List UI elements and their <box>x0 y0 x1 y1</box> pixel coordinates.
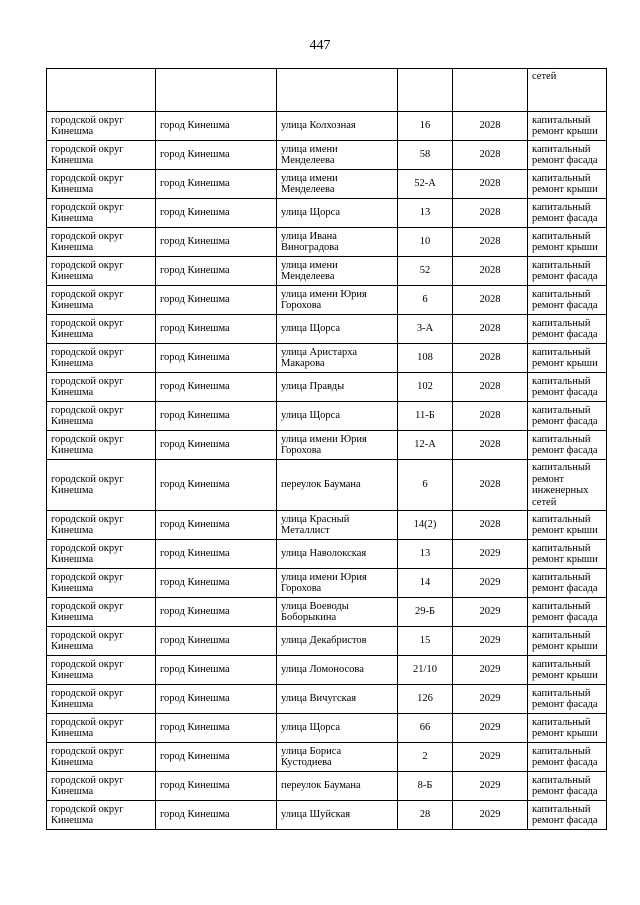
cell-locality: город Кинешма <box>156 460 277 511</box>
cell-house: 126 <box>398 685 453 714</box>
cell-work: капитальный ремонт крыши <box>528 228 607 257</box>
cell-locality: город Кинешма <box>156 170 277 199</box>
cell-year: 2028 <box>453 199 528 228</box>
cell-district: городской округ Кинешма <box>47 286 156 315</box>
cell-work: капитальный ремонт крыши <box>528 511 607 540</box>
cell-street: улица имени Менделеева <box>277 170 398 199</box>
cell-locality: город Кинешма <box>156 772 277 801</box>
cell-work: капитальный ремонт фасада <box>528 199 607 228</box>
table-row <box>47 170 607 199</box>
cell-work: капитальный ремонт фасада <box>528 315 607 344</box>
table-row <box>47 714 607 743</box>
cell-street: улица имени Юрия Горохова <box>277 286 398 315</box>
cell-house: 6 <box>398 286 453 315</box>
cell-house: 2 <box>398 743 453 772</box>
cell-year: 2029 <box>453 598 528 627</box>
cell-street: улица Шуйская <box>277 801 398 830</box>
cell-locality: город Кинешма <box>156 373 277 402</box>
cell-street: улица Ломоносова <box>277 656 398 685</box>
table-row <box>47 511 607 540</box>
cell-district: городской округ Кинешма <box>47 402 156 431</box>
table-row <box>47 627 607 656</box>
cell-year <box>453 69 528 112</box>
cell-district: городской округ Кинешма <box>47 257 156 286</box>
cell-year: 2028 <box>453 511 528 540</box>
table-row <box>47 772 607 801</box>
cell-house: 28 <box>398 801 453 830</box>
cell-year: 2028 <box>453 228 528 257</box>
cell-street: улица Вичугская <box>277 685 398 714</box>
cell-locality: город Кинешма <box>156 257 277 286</box>
cell-street: улица Щорса <box>277 714 398 743</box>
cell-locality: город Кинешма <box>156 714 277 743</box>
cell-street: улица имени Менделеева <box>277 141 398 170</box>
cell-locality: город Кинешма <box>156 511 277 540</box>
cell-house: 16 <box>398 112 453 141</box>
cell-street <box>277 69 398 112</box>
cell-work: капитальный ремонт фасада <box>528 801 607 830</box>
cell-street: улица Красный Металлист <box>277 511 398 540</box>
cell-work: капитальный ремонт фасада <box>528 569 607 598</box>
cell-district: городской округ Кинешма <box>47 112 156 141</box>
cell-district: городской округ Кинешма <box>47 772 156 801</box>
cell-district: городской округ Кинешма <box>47 627 156 656</box>
cell-house: 12-А <box>398 431 453 460</box>
cell-locality: город Кинешма <box>156 286 277 315</box>
cell-locality: город Кинешма <box>156 569 277 598</box>
cell-locality: город Кинешма <box>156 112 277 141</box>
cell-year: 2029 <box>453 801 528 830</box>
cell-street: улица Щорса <box>277 199 398 228</box>
table-row <box>47 598 607 627</box>
table-row <box>47 344 607 373</box>
cell-locality <box>156 69 277 112</box>
cell-street: улица Воеводы Боборыкина <box>277 598 398 627</box>
cell-year: 2028 <box>453 286 528 315</box>
cell-year: 2029 <box>453 569 528 598</box>
cell-locality: город Кинешма <box>156 315 277 344</box>
cell-locality: город Кинешма <box>156 431 277 460</box>
cell-work: капитальный ремонт крыши <box>528 344 607 373</box>
cell-house: 29-Б <box>398 598 453 627</box>
cell-year: 2029 <box>453 540 528 569</box>
cell-district: городской округ Кинешма <box>47 743 156 772</box>
table-row <box>47 112 607 141</box>
cell-house <box>398 69 453 112</box>
cell-district: городской округ Кинешма <box>47 460 156 511</box>
cell-house: 52-А <box>398 170 453 199</box>
cell-district: городской округ Кинешма <box>47 656 156 685</box>
cell-house: 11-Б <box>398 402 453 431</box>
cell-street: улица Щорса <box>277 315 398 344</box>
cell-house: 21/10 <box>398 656 453 685</box>
cell-street: улица имени Менделеева <box>277 257 398 286</box>
cell-year: 2028 <box>453 344 528 373</box>
table-row <box>47 228 607 257</box>
cell-street: улица Наволокская <box>277 540 398 569</box>
cell-house: 52 <box>398 257 453 286</box>
registry-table-body <box>47 69 607 830</box>
table-row <box>47 315 607 344</box>
cell-street: улица имени Юрия Горохова <box>277 431 398 460</box>
cell-work: капитальный ремонт фасада <box>528 772 607 801</box>
cell-district: городской округ Кинешма <box>47 315 156 344</box>
cell-house: 15 <box>398 627 453 656</box>
cell-district: городской округ Кинешма <box>47 228 156 257</box>
cell-district: городской округ Кинешма <box>47 431 156 460</box>
cell-locality: город Кинешма <box>156 344 277 373</box>
cell-year: 2028 <box>453 315 528 344</box>
cell-year: 2029 <box>453 656 528 685</box>
cell-work: капитальный ремонт фасада <box>528 402 607 431</box>
cell-street: улица Щорса <box>277 402 398 431</box>
cell-street: улица Аристарха Макарова <box>277 344 398 373</box>
cell-locality: город Кинешма <box>156 141 277 170</box>
cell-locality: город Кинешма <box>156 598 277 627</box>
cell-locality: город Кинешма <box>156 199 277 228</box>
cell-district: городской округ Кинешма <box>47 199 156 228</box>
cell-district: городской округ Кинешма <box>47 714 156 743</box>
cell-house: 102 <box>398 373 453 402</box>
table-row <box>47 569 607 598</box>
cell-year: 2028 <box>453 170 528 199</box>
table-row <box>47 199 607 228</box>
cell-year: 2028 <box>453 431 528 460</box>
cell-work: капитальный ремонт фасада <box>528 743 607 772</box>
cell-locality: город Кинешма <box>156 627 277 656</box>
cell-house: 3-А <box>398 315 453 344</box>
cell-year: 2028 <box>453 112 528 141</box>
cell-street: улица имени Юрия Горохова <box>277 569 398 598</box>
cell-district: городской округ Кинешма <box>47 344 156 373</box>
cell-work: сетей <box>528 69 607 112</box>
cell-work: капитальный ремонт крыши <box>528 170 607 199</box>
cell-street: улица Декабристов <box>277 627 398 656</box>
table-row <box>47 257 607 286</box>
cell-district: городской округ Кинешма <box>47 170 156 199</box>
cell-district <box>47 69 156 112</box>
cell-street: переулок Баумана <box>277 772 398 801</box>
cell-work: капитальный ремонт крыши <box>528 656 607 685</box>
cell-house: 13 <box>398 540 453 569</box>
table-row <box>47 801 607 830</box>
cell-work: капитальный ремонт инженерных сетей <box>528 460 607 511</box>
cell-work: капитальный ремонт крыши <box>528 627 607 656</box>
cell-house: 14 <box>398 569 453 598</box>
cell-street: улица Колхозная <box>277 112 398 141</box>
cell-locality: город Кинешма <box>156 402 277 431</box>
cell-house: 58 <box>398 141 453 170</box>
cell-locality: город Кинешма <box>156 228 277 257</box>
table-row <box>47 685 607 714</box>
cell-house: 14(2) <box>398 511 453 540</box>
cell-year: 2028 <box>453 373 528 402</box>
cell-house: 6 <box>398 460 453 511</box>
cell-district: городской округ Кинешма <box>47 685 156 714</box>
table-row <box>47 141 607 170</box>
cell-work: капитальный ремонт фасада <box>528 685 607 714</box>
cell-year: 2028 <box>453 257 528 286</box>
cell-district: городской округ Кинешма <box>47 373 156 402</box>
cell-house: 108 <box>398 344 453 373</box>
cell-year: 2029 <box>453 772 528 801</box>
cell-district: городской округ Кинешма <box>47 801 156 830</box>
cell-work: капитальный ремонт фасада <box>528 373 607 402</box>
table-row <box>47 540 607 569</box>
cell-district: городской округ Кинешма <box>47 598 156 627</box>
cell-year: 2028 <box>453 460 528 511</box>
table-row <box>47 402 607 431</box>
cell-locality: город Кинешма <box>156 743 277 772</box>
cell-locality: город Кинешма <box>156 685 277 714</box>
cell-year: 2028 <box>453 141 528 170</box>
cell-work: капитальный ремонт крыши <box>528 112 607 141</box>
cell-work: капитальный ремонт фасада <box>528 598 607 627</box>
cell-district: городской округ Кинешма <box>47 569 156 598</box>
cell-street: улица Бориса Кустодиева <box>277 743 398 772</box>
cell-work: капитальный ремонт фасада <box>528 257 607 286</box>
page-number: 447 <box>309 38 331 53</box>
cell-work: капитальный ремонт крыши <box>528 540 607 569</box>
cell-house: 10 <box>398 228 453 257</box>
cell-district: городской округ Кинешма <box>47 540 156 569</box>
table-row <box>47 373 607 402</box>
cell-year: 2029 <box>453 685 528 714</box>
cell-locality: город Кинешма <box>156 540 277 569</box>
table-row <box>47 286 607 315</box>
registry-table <box>46 68 607 830</box>
cell-work: капитальный ремонт фасада <box>528 431 607 460</box>
cell-locality: город Кинешма <box>156 801 277 830</box>
cell-work: капитальный ремонт фасада <box>528 286 607 315</box>
cell-street: улица Правды <box>277 373 398 402</box>
cell-year: 2029 <box>453 714 528 743</box>
table-row <box>47 656 607 685</box>
table-row <box>47 460 607 511</box>
table-row <box>47 431 607 460</box>
cell-district: городской округ Кинешма <box>47 511 156 540</box>
cell-street: улица Ивана Виноградова <box>277 228 398 257</box>
cell-work: капитальный ремонт крыши <box>528 714 607 743</box>
cell-house: 66 <box>398 714 453 743</box>
table-row <box>47 743 607 772</box>
cell-year: 2029 <box>453 743 528 772</box>
cell-district: городской округ Кинешма <box>47 141 156 170</box>
cell-locality: город Кинешма <box>156 656 277 685</box>
cell-year: 2029 <box>453 627 528 656</box>
cell-street: переулок Баумана <box>277 460 398 511</box>
cell-work: капитальный ремонт фасада <box>528 141 607 170</box>
table-row-continuation <box>47 69 607 112</box>
cell-year: 2028 <box>453 402 528 431</box>
cell-house: 8-Б <box>398 772 453 801</box>
cell-house: 13 <box>398 199 453 228</box>
